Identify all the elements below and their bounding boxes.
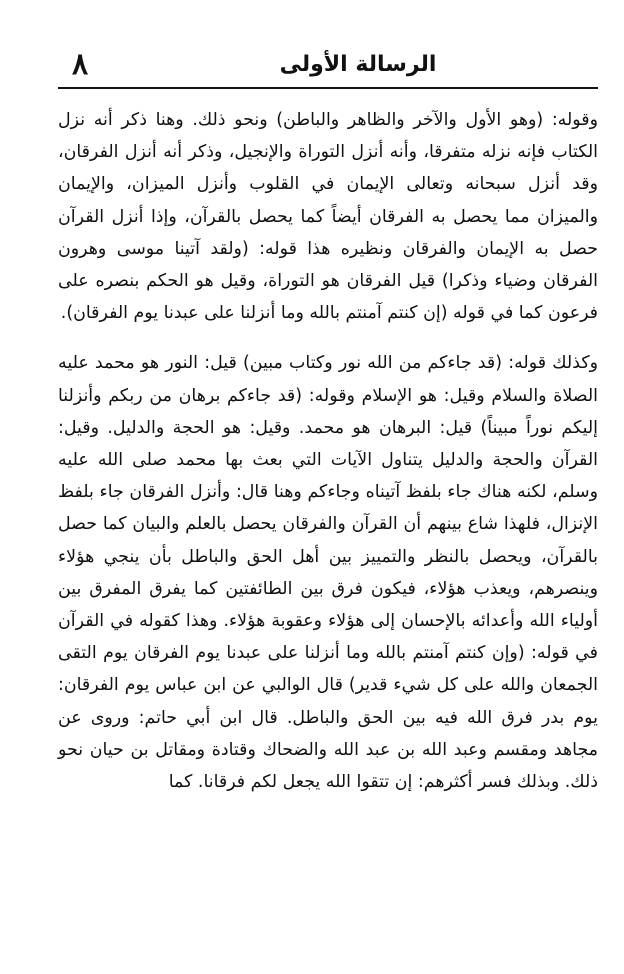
header-divider xyxy=(58,87,598,89)
page-header xyxy=(58,44,598,86)
paragraph-2: وكذلك قوله: (قد جاءكم من الله نور وكتاب مبين) قيل: النور هو محمد عليه الصلاة والسلام وقيل: هو الإسلام وقوله: (قد جاءكم برهان من ربكم وأنزلنا إليكم نوراً مبيناً) قيل: البرهان هو محمد. وقيل: هو الحجة والدليل. وقيل: القرآن والحجة والدليل يتناول الآيات التي بعث بها محمد صلى الله عليه وسلم، لكنه هناك جاء بلفظ آتيناه وجاءكم وهنا قال: وأنزل الفرقان جاء بلفظ الإنزال، فلهذا شاع بينهم أن القرآن والفرقان يحصل بالعلم والبيان كما حصل بالقرآن، ويحصل بالنظر والتمييز بين أهل الحق والباطل بأن ينجي هؤلاء وينصرهم، ويعذب هؤلاء، فيكون فرق بين الطائفتين كما يفرق المفرق بين أولياء الله وأعدائه بالإحسان إلى هؤلاء وعقوبة هؤلاء. وهذا كقوله في القرآن في قوله: (وإن كنتم آمنتم بالله وما أنزلنا على عبدنا يوم الفرقان يوم التقى الجمعان والله على كل شيء قدير) قال الوالبي عن ابن عباس يوم الفرقان: يوم بدر فرق الله فيه بين الحق والباطل. قال ابن أبي حاتم: وروى عن مجاهد ومقسم وعبد الله بن عبد الله والضحاك وقتادة ومقاتل بن حيان نحو ذلك. وبذلك فسر أكثرهم: إن تتقوا الله يجعل لكم فرقانا. كما xyxy=(58,353,598,793)
paragraph-1: وقوله: (وهو الأول والآخر والظاهر والباطن) ونحو ذلك. وهنا ذكر أنه نزل الكتاب فإنه نزله متفرقا، وأنه أنزل التوراة والإنجيل، وذكر أنه أنزل الفرقان، وقد أنزل سبحانه وتعالى الإيمان في القلوب وأنزل الميزان، والإيمان والميزان مما يحصل به الفرقان أيضاً كما يحصل بالقرآن، وإذا أنزل القرآن حصل به الإيمان والفرقان ونظيره هذا قوله: (ولقد آتينا موسى وهرون الفرقان وضياء وذكرا) قيل الفرقان هو التوراة، وقيل هو الحكم بنصره على فرعون كما في قوله (إن كنتم آمنتم بالله وما أنزلنا على عبدنا يوم الفرقان). xyxy=(58,110,598,324)
running-title: الرسالة الأولى xyxy=(279,52,437,77)
page-number: ٨ xyxy=(72,47,89,82)
body-text xyxy=(58,104,598,798)
